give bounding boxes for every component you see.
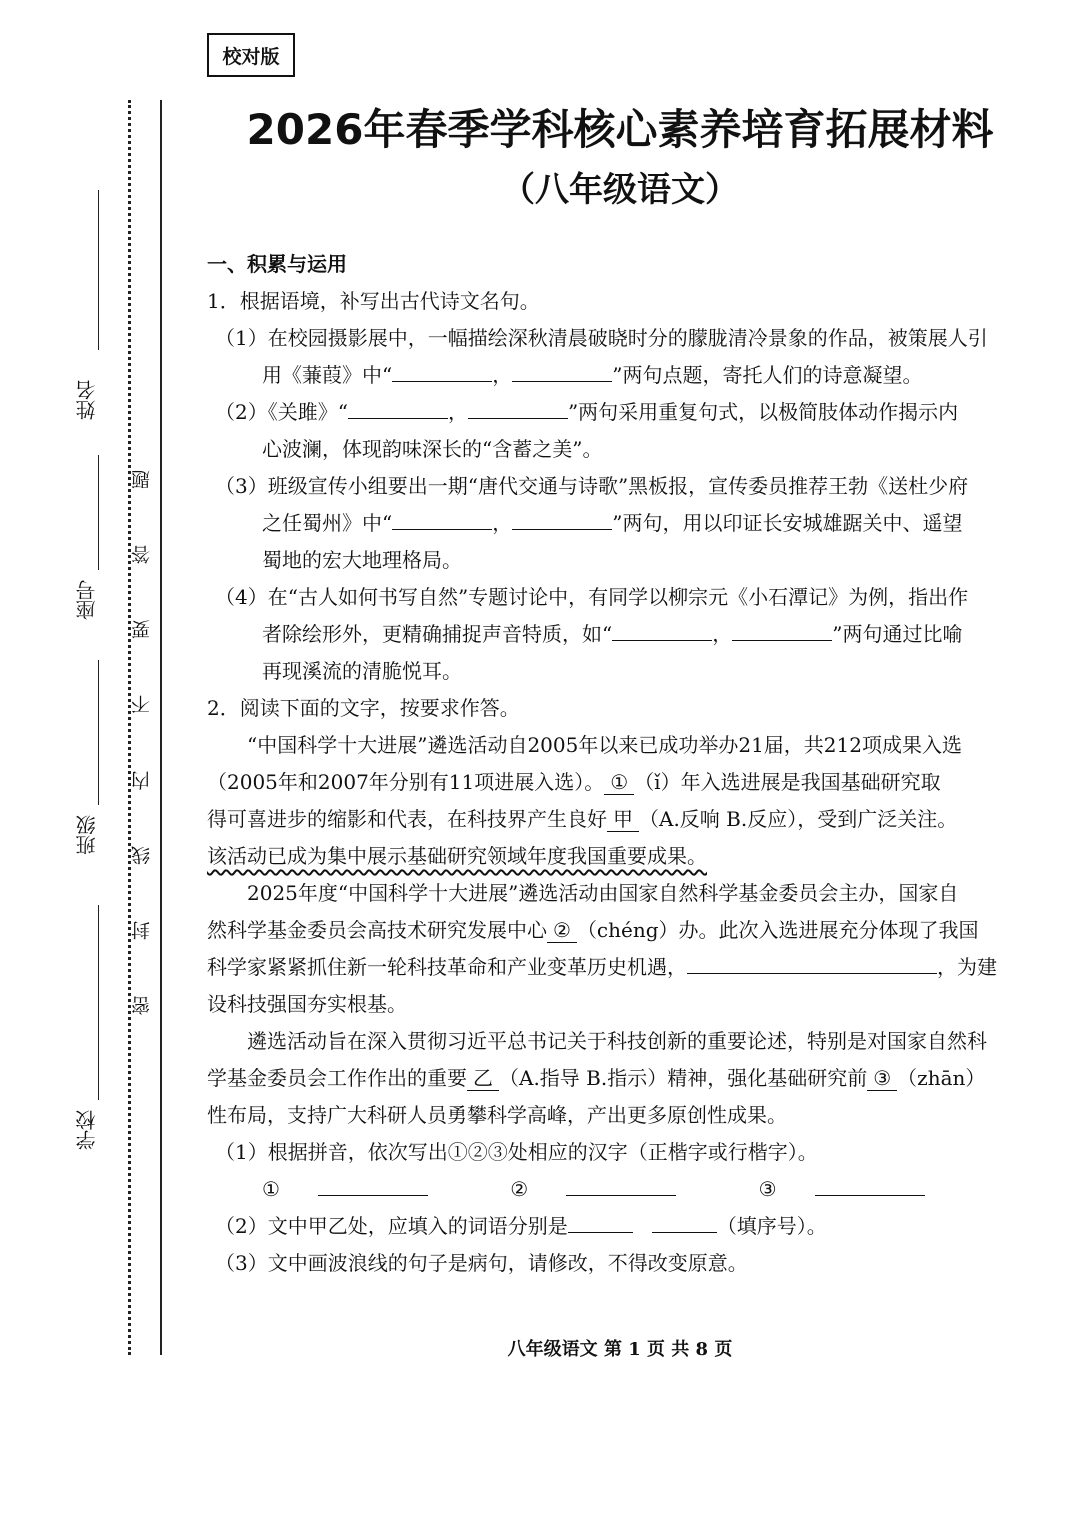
answer-blank[interactable]	[612, 618, 712, 641]
seal-char: 要	[131, 620, 153, 640]
passage-p2-line4: 设科技强国夯实根基。	[207, 992, 407, 1016]
q2-sub2: （2）文中甲乙处，应填入的词语分别是 （填序号）。	[207, 1208, 1035, 1245]
q2-sub3: （3）文中画波浪线的句子是病句，请修改，不得改变原意。	[215, 1251, 748, 1275]
proofread-stamp: 校对版	[207, 33, 295, 77]
blank-marker-3[interactable]: ③	[867, 1066, 897, 1091]
q1-sub3-line2: 之任蜀州》中“ ， ”两句，用以印证长安城雄踞关中、遥望	[207, 505, 1035, 542]
q1-sub3-line1: （3）班级宣传小组要出一期“唐代交通与诗歌”黑板报，宣传委员推荐王勃《送杜少府	[215, 474, 969, 498]
answer-slot-1: ①	[262, 1177, 466, 1201]
page-footer: 八年级语文 第 1 页 共 8 页	[507, 1339, 733, 1360]
blank-marker-2[interactable]: ②	[547, 918, 577, 943]
passage-p3-line3: 性布局，支持广大科研人员勇攀科学高峰，产出更多原创性成果。	[207, 1103, 787, 1127]
seal-char: 答	[131, 545, 153, 565]
answer-slot-2: ②	[510, 1177, 714, 1201]
label-seat: 座号	[75, 580, 99, 620]
seal-char: 不	[131, 695, 153, 715]
answer-blank[interactable]	[815, 1173, 925, 1196]
answer-slot-3: ③	[759, 1177, 963, 1201]
answer-blank[interactable]	[687, 951, 937, 974]
passage-p2-line1: 2025年度“中国科学十大进展”遴选活动由国家自然科学基金委员会主办，国家自	[247, 881, 959, 905]
label-class: 班级	[75, 815, 99, 855]
answer-blank[interactable]	[392, 507, 492, 530]
passage-wavy-sentence: 该活动已成为集中展示基础研究领域年度我国重要成果。	[207, 844, 707, 868]
seal-char: 封	[131, 920, 153, 940]
q1-sub1-line1: （1）在校园摄影展中，一幅描绘深秋清晨破晓时分的朦胧清冷景象的作品，被策展人引	[215, 326, 988, 350]
answer-blank[interactable]	[468, 396, 568, 419]
passage-p1-line2: （2005年和2007年分别有11项进展入选）。 ① （ǐ）年入选进展是我国基础研究取	[207, 770, 941, 794]
blank-marker-1[interactable]: ①	[604, 770, 634, 795]
q1-sub4-line1: （4）在“古人如何书写自然”专题讨论中，有同学以柳宗元《小石潭记》为例，指出作	[215, 585, 969, 609]
q1-sub2-line1: （2）《关雎》“ ， ”两句采用重复句式，以极简肢体动作揭示内	[207, 394, 1035, 431]
seal-char: 密	[131, 996, 153, 1015]
q1-sub4-line3: 再现溪流的清脆悦耳。	[262, 659, 462, 683]
seal-char: 内	[131, 770, 153, 790]
passage-p1-line1: “中国科学十大进展”遴选活动自2005年以来已成功举办21届，共212项成果入选	[247, 733, 962, 757]
exam-content	[207, 246, 1035, 1282]
q1-sub3-line3: 蜀地的宏大地理格局。	[262, 548, 462, 572]
passage-p1-line3: 得可喜进步的缩影和代表，在科技界产生良好 甲 （A.反响 B.反应），受到广泛关注。	[207, 807, 958, 831]
seal-char: 题	[131, 470, 153, 490]
q1-sub1-line2: 用《蒹葭》中“ ， ”两句点题，寄托人们的诗意凝望。	[207, 357, 1035, 394]
passage-p2-line2: 然科学基金委员会高技术研究发展中心 ② （chéng）办。此次入选进展充分体现了我国	[207, 918, 979, 942]
answer-blank[interactable]	[652, 1210, 717, 1233]
q2-sub1-answers	[207, 1171, 1035, 1208]
answer-blank[interactable]	[512, 507, 612, 530]
name-field-line[interactable]	[98, 190, 99, 350]
section-heading: 一、积累与运用	[207, 252, 347, 276]
blank-marker-yi[interactable]: 乙	[467, 1066, 499, 1091]
blank-marker-jia[interactable]: 甲	[607, 807, 639, 832]
answer-blank[interactable]	[568, 1210, 633, 1233]
school-field-line[interactable]	[98, 905, 99, 1100]
label-school: 学校	[75, 1110, 99, 1150]
question-1-stem: 1．根据语境，补写出古代诗文名句。	[207, 289, 540, 313]
passage-p3-line1: 遴选活动旨在深入贯彻习近平总书记关于科技创新的重要论述，特别是对国家自然科	[247, 1029, 987, 1053]
q1-sub2-line2: 心波澜，体现韵味深长的“含蓄之美”。	[262, 437, 603, 461]
answer-blank[interactable]	[732, 618, 832, 641]
seat-field-line[interactable]	[98, 455, 99, 570]
page-title: 2026年春季学科核心素养培育拓展材料	[246, 105, 994, 154]
q2-sub1: （1）根据拼音，依次写出①②③处相应的汉字（正楷字或行楷字）。	[215, 1140, 818, 1164]
page-subtitle: （八年级语文）	[501, 170, 739, 210]
q1-sub4-line2: 者除绘形外，更精确捕捉声音特质，如“ ， ”两句通过比喻	[207, 616, 1035, 653]
passage-p3-line2: 学基金委员会工作作出的重要 乙 （A.指导 B.指示）精神，强化基础研究前 ③ （zhān）	[207, 1066, 986, 1090]
answer-blank[interactable]	[512, 359, 612, 382]
question-2-stem: 2．阅读下面的文字，按要求作答。	[207, 696, 520, 720]
answer-blank[interactable]	[318, 1173, 428, 1196]
answer-blank[interactable]	[566, 1173, 676, 1196]
class-field-line[interactable]	[98, 660, 99, 805]
answer-blank[interactable]	[348, 396, 448, 419]
label-name: 姓名	[75, 380, 99, 420]
seal-line-notice	[128, 470, 168, 1015]
passage-p2-line3: 科学家紧紧抓住新一轮科技革命和产业变革历史机遇， ，为建	[207, 949, 1035, 986]
seal-char: 线	[131, 845, 153, 865]
answer-blank[interactable]	[392, 359, 492, 382]
